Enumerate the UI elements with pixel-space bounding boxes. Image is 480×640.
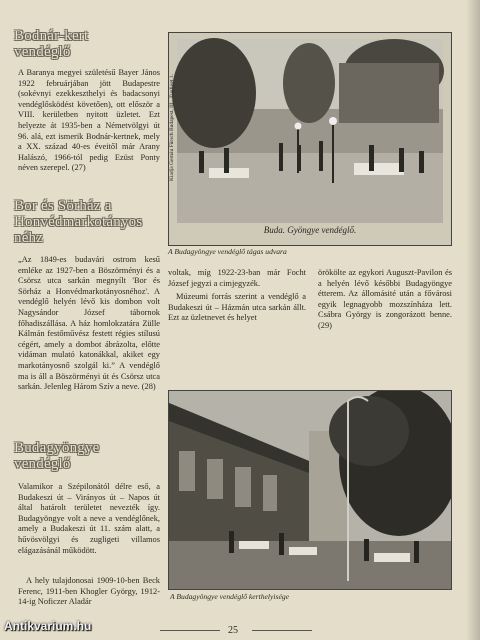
section-text: „Az 1849-es budavári ostrom kesű emléke az 1927-ben a Böszörményi és a Csörsz utca sarkán megnyílt 'Bor és Sörház a Honvédmarkotányosnéhoz'. A vendéglő helyén lévő kis dombon volt Nagysándor József tábornok főhadiszállása. A ház homlokzatára Zülle Kálmán festőművész festett régies stílusú cégért, amely a dombot ábrázolta, előtte vidáman mulató katonákkal, akiket egy markotányosnő szolgál ki.” A vendéglő ma is áll a Böszörményi út és Csörsz utca sarkán. Jelenleg Három Szív a neve. (28) [18, 255, 160, 392]
photo-budagyongye-garden [168, 390, 452, 590]
section-budagyongye [14, 440, 164, 472]
footer-ornament-right [252, 630, 312, 631]
section-text-continued: A hely tulajdonosai 1909-10-ben Beck Ferenc, 1911-ben Khogler György, 1912-14-ig Noficzer Aladár [18, 576, 160, 607]
garden-photo-illustration [169, 391, 451, 589]
page-number: 25 [228, 625, 238, 636]
section-title: Bor és Sörház a Honvédmarkotányos néhz [14, 198, 143, 246]
footer-ornament-left [160, 630, 220, 631]
middle-column-text: voltak, míg 1922-23-ban már Focht József jegyzi a cimjegyzék. [168, 268, 306, 288]
photo-budagyongye-courtyard [168, 32, 452, 246]
section-bodnar-kert [14, 28, 164, 60]
right-column-text: örökölte az egykori Auguszt-Pavilon és a helyén lévő későbbi Budagyöngye étterem. Az állomásité után a fővárosi egyik legnagyobb mozszínháza lett. Csábra György is zongorázott benne. (29) [318, 268, 452, 330]
watermark: Antikvarium.hu [4, 619, 92, 633]
section-title: Bodnár-kert vendéglő [14, 28, 89, 60]
photo-inscription: Buda. Gyöngye vendéglő. [263, 225, 357, 235]
section-text: A Baranya megyei születésű Bayer János 1922 februárjában jött Budapestre (sokévnyi ezekkeszthelyi és badacsonyi vendéglősködést követően), ott először a VIII. kerületben nyitott üzletet. Ezt helyezte át 1935-ben a Németvölgyi út 96. alá, ezt ismerik Bodnár-kertnek, mely a XX. század 40-es éveitől már Arany Halászó, 1966-tól pedig Ezüst Ponty néven szerepel. (27) [18, 68, 160, 173]
middle-column-text-2: Múzeumi forrás szerint a vendéglő a Budakeszi út – Házmán utca sarkán állt. Ezt az üzletnevet és helyet [168, 292, 306, 323]
section-title: Budagyöngye vendéglő [14, 440, 100, 472]
photo-caption: A Budagyöngye vendéglő kerthelyisége [170, 592, 289, 601]
section-text: Valamikor a Szépilonától délre eső, a Budakeszi út – Virányos út – Napos út által határolt területet nevezték így. Budagyöngye volt a neve a vendéglőnek, amely a Budakeszi út 11. szám alatt, a hűvösvölgyi és zugligeti villamos elágazásánál működött. [18, 482, 160, 555]
photo-caption: A Budagyöngye vendéglő tágas udvara [168, 247, 287, 256]
photo-side-imprint: Kiadja Gernáu Fürsch Budapest, III., Zugliget 1. [169, 74, 175, 182]
section-bor-es-sorhaz [14, 198, 164, 246]
courtyard-photo-illustration [169, 33, 451, 245]
